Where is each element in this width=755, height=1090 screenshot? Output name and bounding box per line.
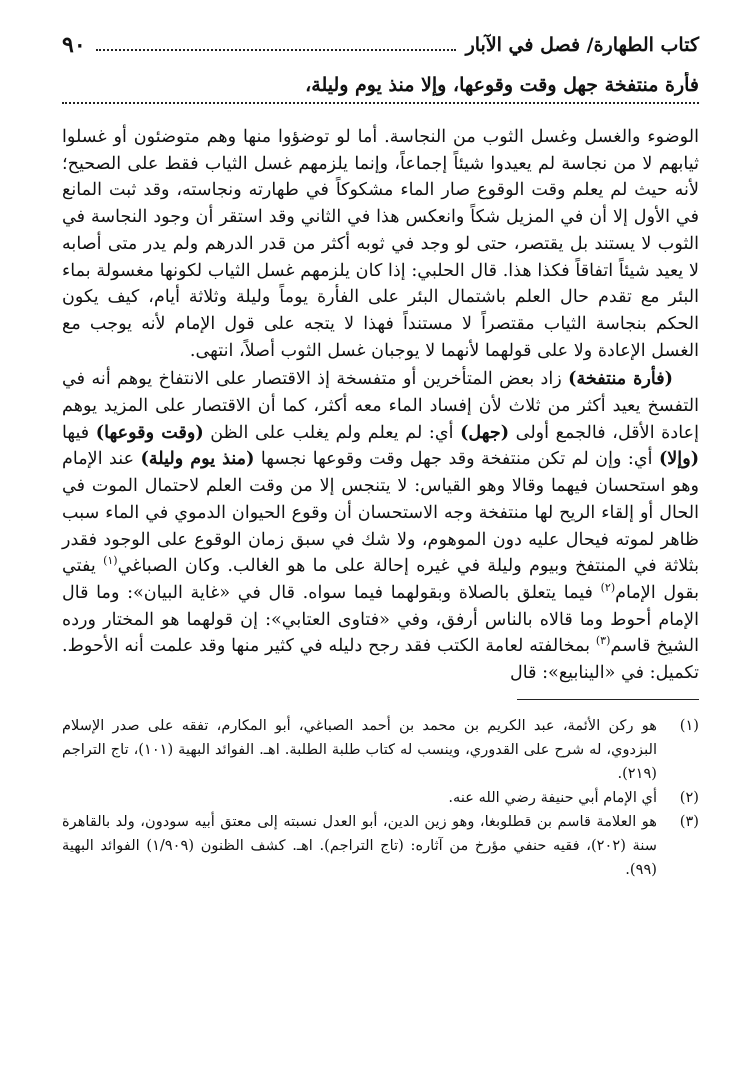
footnote-ref: (١) xyxy=(103,554,118,568)
footnote-number: (٣) xyxy=(679,812,699,830)
footnote-number: (٢) xyxy=(679,788,699,806)
matn-heading: فأرة منتفخة جهل وقت وقوعها، وإلا منذ يوم وليلة، xyxy=(305,74,699,96)
text-run: أي: لم يعلم ولم يغلب على الظن xyxy=(203,422,461,443)
body-paragraph xyxy=(62,124,699,364)
header-dotted-leader xyxy=(96,49,456,51)
footnote-item xyxy=(62,786,699,810)
footnote-ref: (٣) xyxy=(595,634,611,648)
footnote-ref: (٢) xyxy=(600,581,616,595)
heading-dotted-line xyxy=(62,102,699,104)
footnote-number: (١) xyxy=(679,716,699,734)
text-run: بمخالفته لعامة الكتب فقد رجح دليله في كثير منها وقد علمت أنه الأحوط. تكميل: في «الينابيع»: قال xyxy=(62,636,699,684)
page-number: ٩٠ xyxy=(62,32,86,58)
text-run: يفتي بقول الإمام xyxy=(62,556,699,603)
text-run: زاد بعض المتأخرين أو متفسخة إذ الاقتصار على الانتفاخ يوهم أنه في التفسخ يعيد أكثر من ثلاث لأن إفساد الماء معه أكثر، كما أن الاقتصار على المزيد يوهم إعادة الأقل، فالجمع أولى xyxy=(62,369,699,443)
commentary-body xyxy=(62,124,699,687)
matn-term: (فأرة منتفخة) xyxy=(568,368,673,390)
matn-term: (جهل) xyxy=(460,421,510,443)
text-run: الوضوء والغسل وغسل الثوب من النجاسة. أما لو توضؤوا منها وهم متوضئون أو غسلوا ثيابهم لا من نجاسة لم يعيدوا شيئاً إجماعاً، وإنما يلزمهم غسل الثياب فقط على الصحيح؛ لأنه حيث لم يعلم وقت الوقوع صار الماء مشكوكاً في طهارته ونجاسته، وقد ثبت المانع في الأول إلا أن في المزيل شكاً وانعكس هذا في الثاني وقد استقر أن وجود النجاسة في الثوب لا يستند بل يقتصر، حتى لو وجد في ثوبه أكثر من قدر الدرهم ولم يدر متى أصابه لا يعيد شيئاً اتفاقاً فكذا هذا. قال الحلبي: إذا كان يلزمهم غسل الثياب لكونها مغسولة بماء البئر مع تقدم حال العلم باشتمال البئر على الفأرة يوماً وليلة وثلاثة أيام، كيف يكون الحكم بنجاسة الثياب مقتصراً لا مستنداً فهذا لا يتجه على قول الإمام لأنه يوجب مع الغسل الإعادة ولا على قولهما لأنهما لا يوجبان غسل الثوب أصلاً، انتهى. xyxy=(62,127,700,361)
body-paragraph xyxy=(62,366,699,686)
matn-term: (وقت وقوعها) xyxy=(95,421,204,443)
footnote-separator xyxy=(517,699,699,700)
text-run: فيما يتعلق بالصلاة وبقولهما فيما سواه. قال في «غاية البيان»: وما قال الإمام أحوط وما قالاه بالناس أرفق، وفي «فتاوى العتابي»: إن قولهما هو المختار ورده الشيخ قاسم xyxy=(62,582,700,657)
text-run: فيها xyxy=(62,422,96,443)
footnotes xyxy=(62,714,699,882)
matn-term: (وإلا) xyxy=(658,448,700,470)
matn-term: (منذ يوم وليلة) xyxy=(140,448,255,470)
text-run: أي: وإن لم تكن منتفخة وقد جهل وقت وقوعها نجسها xyxy=(254,449,659,470)
text-run: عند الإمام وهو استحسان فيهما وقالا وهو القياس: لا يتنجس إلا من وقت العلم لاحتمال الموت في الحال أو إلقاء الريح لها منتفخة وجه الاستحسان أن وقوع الحيوان الدموي في الماء سبب ظاهر لموته فيحال عليه دون الموهوم، ولا شك في سبق زمان الوقوع على الوجود فقدر بثلاثة في المنتفخ وبيوم وليلة في غيره إحالة على ما هو الغالب. وكان الصباغي xyxy=(62,449,699,577)
footnote-item xyxy=(62,810,699,882)
footnote-item xyxy=(62,714,699,786)
running-title: كتاب الطهارة/ فصل في الآبار xyxy=(465,34,699,56)
footnote-text: هو العلامة قاسم بن قطلوبغا، وهو زين الدين، أبو العدل نسبته إلى معتق أبيه سودون، ولد بالقاهرة سنة (٢٠٢)، فقيه حنفي مؤرخ من آثاره: (تاج التراجم). اهـ. كشف الظنون (١/٩٠٩) الفوائد البهية (٩٩). xyxy=(62,812,657,878)
footnote-text: هو ركن الأئمة، عبد الكريم بن محمد بن أحمد الصباغي، أبو المكارم، تفقه على صدر الإسلام البزدوي، له شرح على القدوري، وينسب له كتاب طلبة الطلبة. اهـ. الفوائد البهية (١٠١)، تاج التراجم (٢١٩). xyxy=(62,716,657,782)
page-header xyxy=(62,28,699,58)
footnote-text: أي الإمام أبي حنيفة رضي الله عنه. xyxy=(448,788,657,806)
